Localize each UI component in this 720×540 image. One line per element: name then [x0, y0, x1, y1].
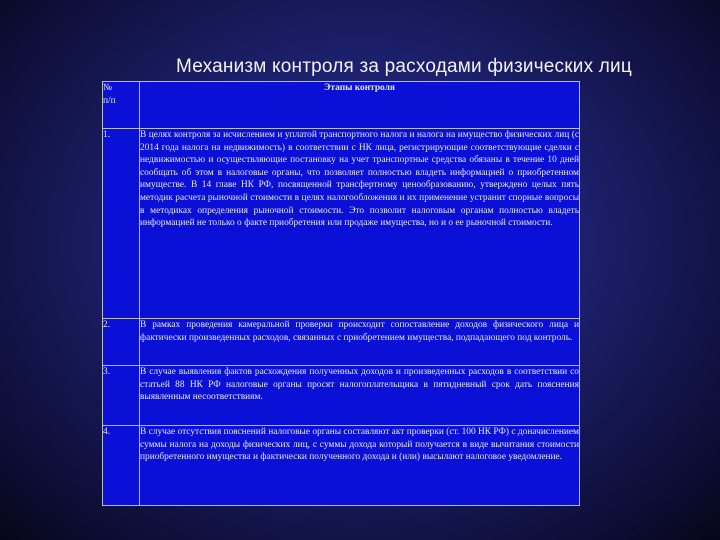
stages-column-header: Этапы контроля: [140, 82, 580, 129]
slide-title: Механизм контроля за расходами физических лиц: [176, 56, 632, 77]
row-number: 2.: [103, 319, 140, 366]
table-row: [103, 426, 580, 506]
row-number: 3.: [103, 366, 140, 426]
row-text: В случае отсутствия пояснений налоговые органы составляют акт проверки (ст. 100 НК РФ) с доначислением суммы налога на доходы физических лиц, с суммы дохода который получается в виде вычитания стоимости приобретенного имущества и фактически полученного дохода и (или) высылают налоговое уведомление.: [140, 426, 580, 506]
table-row: [103, 319, 580, 366]
table-row: [103, 129, 580, 319]
row-number: 4.: [103, 426, 140, 506]
row-text: В рамках проведения камеральной проверки происходит сопоставление доходов физического лица и фактически произведенных расходов, связанных с приобретением имущества, подпадающего под контроль.: [140, 319, 580, 366]
table-row: [103, 366, 580, 426]
row-text: В случае выявления фактов расхождения полученных доходов и произведенных расходов в соответствии со статьей 88 НК РФ налоговые органы просят налогоплательщика в пятидневный срок дать пояснения выявленным несоответствиям.: [140, 366, 580, 426]
row-number: 1.: [103, 129, 140, 319]
number-abbrev: п/п: [103, 95, 116, 106]
table-header-row: [103, 82, 580, 129]
control-stages-table: [102, 81, 580, 506]
number-column-header: [103, 82, 140, 129]
row-text: В целях контроля за исчислением и уплатой транспортного налога и налога на имущество физических лиц (с 2014 года налога на недвижимость) в соответствии с НК лица, регистрирующие соответствующие сделки с недвижимостью и осуществляющие постановку на учет транспортные средства обязаны в течение 10 дней сообщать об этом в налоговые органы, что позволяет полностью владеть информацией о приобретенном имуществе. В 14 главе НК РФ, посвященной трансфертному ценообразованию, утверждено целых пять методик расчета рыночной стоимости в целях налогообложения и их применение устранит спорные вопросы в методиках определения рыночной стоимости. Это позволит налоговым органам полностью владеть информацией не только о факте приобретения или продаже имущества, но и о ее рыночной стоимости.: [140, 129, 580, 319]
number-sign: №: [103, 83, 112, 93]
